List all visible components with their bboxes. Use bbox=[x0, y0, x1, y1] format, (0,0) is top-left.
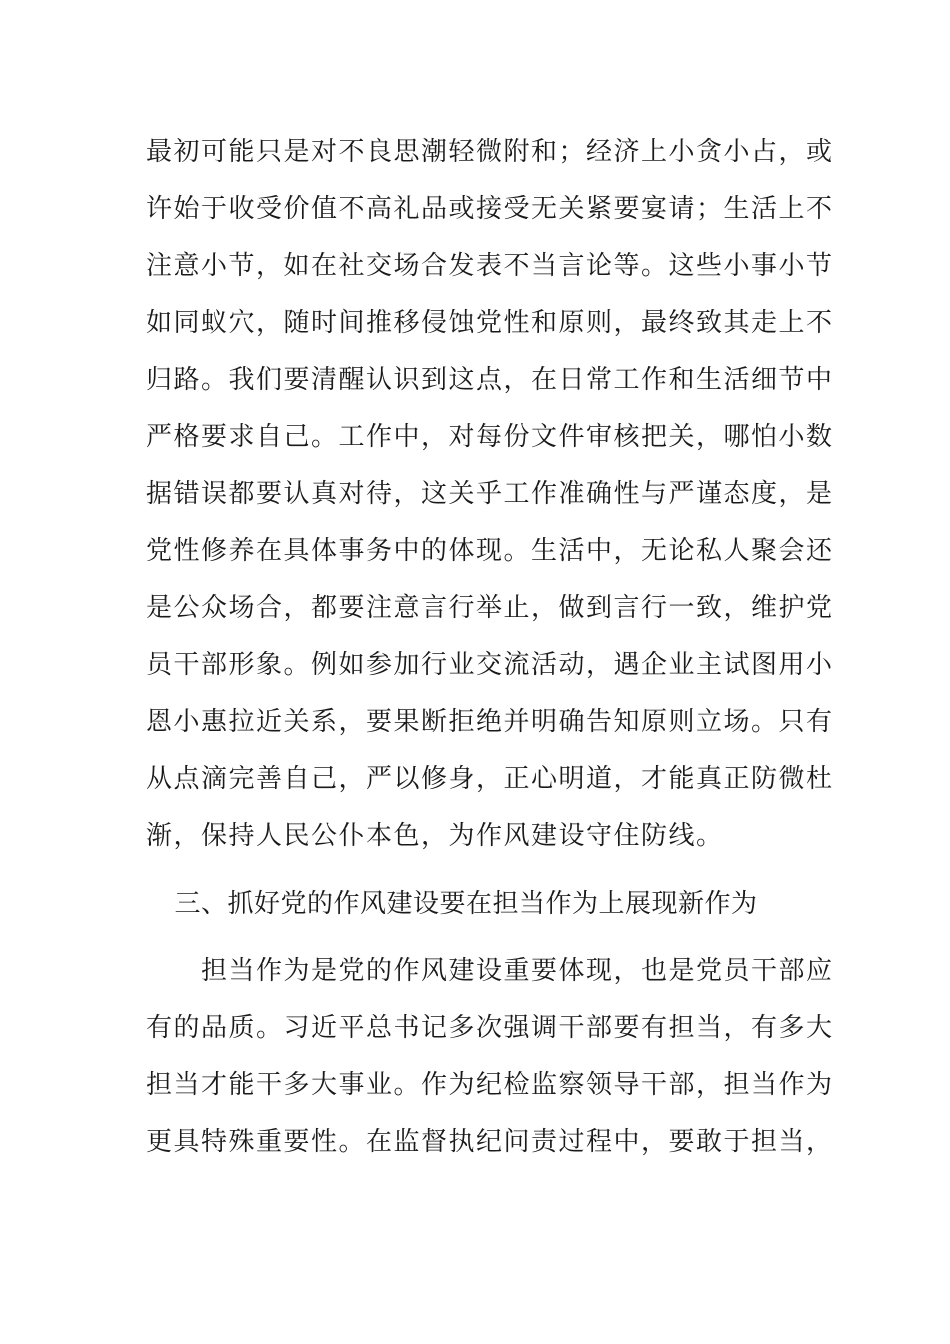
text-line: 有的品质。习近平总书记多次强调干部要有担当，有多大 bbox=[146, 1013, 834, 1043]
text-line: 据错误都要认真对待，这关乎工作准确性与严谨态度，是 bbox=[146, 479, 834, 509]
section-heading: 三、抓好党的作风建设要在担当作为上展现新作为 bbox=[174, 889, 758, 919]
body-paragraph-2 bbox=[146, 943, 834, 1171]
text-line: 渐，保持人民公仆本色，为作风建设守住防线。 bbox=[146, 821, 724, 851]
text-line: 担当作为是党的作风建设重要体现，也是党员干部应 bbox=[146, 956, 834, 986]
text-line: 恩小惠拉近关系，要果断拒绝并明确告知原则立场。只有 bbox=[146, 707, 834, 737]
text-line: 注意小节，如在社交场合发表不当言论等。这些小事小节 bbox=[146, 251, 834, 281]
text-line: 如同蚁穴，随时间推移侵蚀党性和原则，最终致其走上不 bbox=[146, 308, 834, 338]
text-line: 员干部形象。例如参加行业交流活动，遇企业主试图用小 bbox=[146, 650, 834, 680]
text-line: 归路。我们要清醒认识到这点，在日常工作和生活细节中 bbox=[146, 365, 834, 395]
text-line: 担当才能干多大事业。作为纪检监察领导干部，担当作为 bbox=[146, 1070, 834, 1100]
text-line: 从点滴完善自己，严以修身，正心明道，才能真正防微杜 bbox=[146, 764, 834, 794]
text-line: 更具特殊重要性。在监督执纪问责过程中，要敢于担当， bbox=[146, 1127, 834, 1157]
body-paragraph-1 bbox=[146, 124, 834, 865]
text-line: 党性修养在具体事务中的体现。生活中，无论私人聚会还 bbox=[146, 536, 834, 566]
text-line: 是公众场合，都要注意言行举止，做到言行一致，维护党 bbox=[146, 593, 834, 623]
text-line: 最初可能只是对不良思潮轻微附和；经济上小贪小占，或 bbox=[146, 137, 834, 167]
text-line: 许始于收受价值不高礼品或接受无关紧要宴请；生活上不 bbox=[146, 194, 834, 224]
text-line: 严格要求自己。工作中，对每份文件审核把关，哪怕小数 bbox=[146, 422, 834, 452]
